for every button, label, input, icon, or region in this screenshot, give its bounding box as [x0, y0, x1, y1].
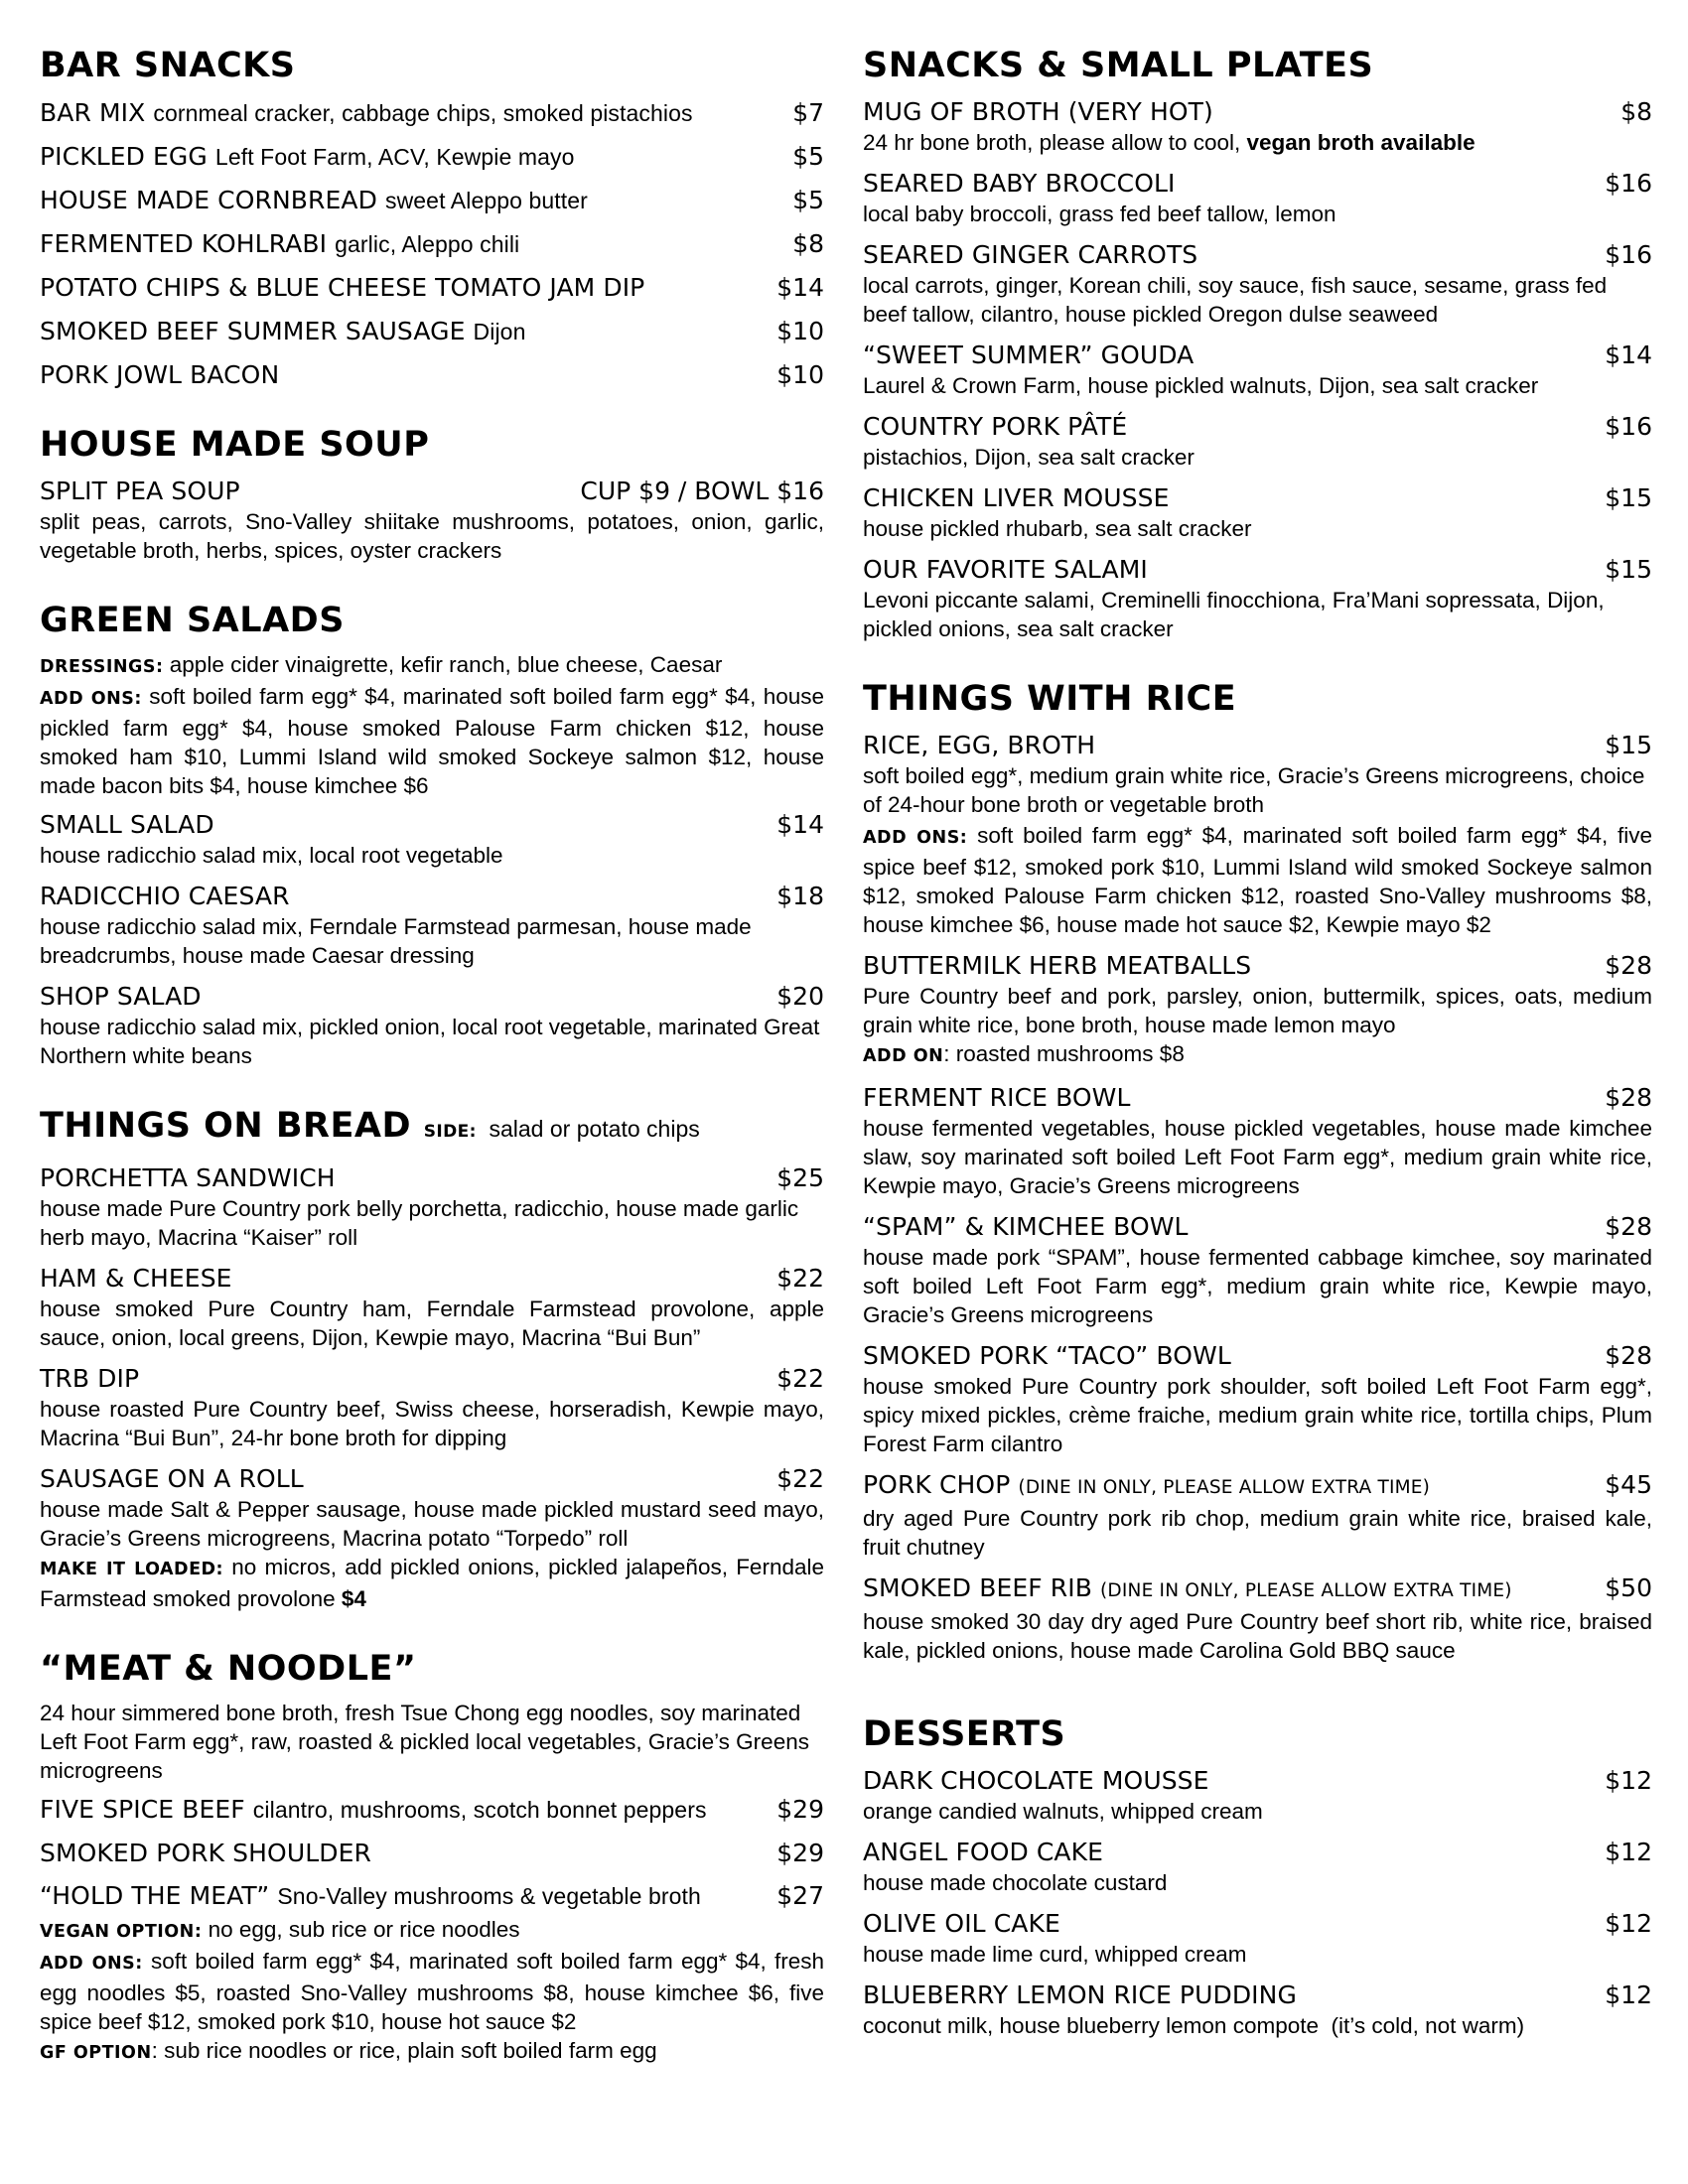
addons-text: soft boiled farm egg* $4, marinated soft boiled farm egg* $4, five spice beef $12, smoked pork $10, Lummi Island wild smoked Sockeye salmon $12, smoked Palouse Farm chicken $12, roasted Sno-Valley mushrooms $8, house kimchee $6, house made hot sauce $2, Kewpie mayo $2	[863, 823, 1652, 937]
item-desc: Laurel & Crown Farm, house pickled walnuts, Dijon, sea salt cracker	[863, 373, 1539, 398]
item-price: $14	[776, 273, 824, 302]
item-desc: pistachios, Dijon, sea salt cracker	[863, 445, 1195, 470]
item-desc: dry aged Pure Country pork rib chop, medium grain white rice, braised kale, fruit chutney	[863, 1506, 1652, 1560]
item-desc: house smoked 30 day dry aged Pure Country beef short rib, white rice, braised kale, pickled onions, house made Carolina Gold BBQ sauce	[863, 1609, 1652, 1663]
menu-item	[863, 1571, 1652, 1665]
menu-item	[40, 1161, 824, 1252]
menu-item	[863, 95, 1652, 157]
item-price: CUP $9 / BOWL $16	[580, 477, 824, 505]
item-price: $5	[792, 142, 824, 171]
right-column	[863, 44, 1652, 2074]
item-name: FERMENT RICE BOWL	[863, 1083, 1131, 1112]
item-name: COUNTRY PORK PÂTÉ	[863, 412, 1128, 441]
item-name: PICKLED EGG	[40, 142, 208, 171]
bar-snacks-section	[40, 44, 824, 393]
item-name: ANGEL FOOD CAKE	[863, 1838, 1104, 1866]
item-name: SHOP SALAD	[40, 982, 202, 1011]
addons-text: soft boiled farm egg* $4, marinated soft boiled farm egg* $4, house pickled farm egg* $4, house smoked Palouse Farm chicken $12, house smoked ham $10, Lummi Island wild smoked Sockeye salmon $12, house made bacon bits $4, house kimchee $6	[40, 684, 824, 798]
item-price: $16	[1605, 240, 1652, 269]
loaded-note	[40, 1553, 824, 1613]
section-title: “MEAT & NOODLE”	[40, 1649, 417, 1689]
item-price: $8	[792, 229, 824, 258]
section-title: SNACKS & SMALL PLATES	[863, 46, 1374, 85]
item-name: SMALL SALAD	[40, 810, 214, 839]
menu-item	[40, 314, 824, 349]
addons-label: ADD ONS:	[863, 828, 968, 848]
menu-item	[863, 1836, 1652, 1897]
addons-label: ADD ONS:	[40, 1954, 143, 1974]
item-name: PORCHETTA SANDWICH	[40, 1163, 336, 1192]
menu-item	[40, 808, 824, 870]
loaded-price: $4	[341, 1586, 366, 1611]
item-price: $29	[776, 1839, 824, 1867]
item-price: $15	[1605, 731, 1652, 759]
item-desc: house smoked Pure Country ham, Ferndale Farmstead provolone, apple sauce, onion, local greens, Dijon, Kewpie mayo, Macrina “Bui Bun”	[40, 1297, 824, 1350]
noodle-intro: 24 hour simmered bone broth, fresh Tsue Chong egg noodles, soy marinated Left Foot Farm egg*, raw, roasted & pickled local vegetables, Gracie’s Greens microgreens	[40, 1701, 809, 1783]
item-name: RICE, EGG, BROTH	[863, 731, 1096, 759]
addon-label: ADD ON	[863, 1046, 944, 1066]
menu-item	[863, 1907, 1652, 1969]
menu-item	[863, 410, 1652, 472]
item-price: $16	[1605, 169, 1652, 198]
menu-item	[40, 1879, 824, 1913]
item-desc: house radicchio salad mix, Ferndale Farmstead parmesan, house made breadcrumbs, house made Caesar dressing	[40, 914, 752, 968]
item-desc: Dijon	[473, 319, 526, 344]
item-name: BUTTERMILK HERB MEATBALLS	[863, 951, 1252, 980]
section-title: GREEN SALADS	[40, 601, 345, 640]
menu-item	[863, 1979, 1652, 2040]
dressings-label: DRESSINGS:	[40, 657, 164, 677]
item-name: PORK JOWL BACON	[40, 360, 280, 389]
item-price: $12	[1605, 1766, 1652, 1795]
item-price: $22	[776, 1264, 824, 1293]
menu-item	[863, 1764, 1652, 1826]
addons-note	[40, 682, 824, 800]
menu-item	[40, 475, 824, 565]
item-price: $5	[792, 186, 824, 214]
item-name: POTATO CHIPS & BLUE CHEESE TOMATO JAM DIP	[40, 273, 645, 302]
addons-text: soft boiled farm egg* $4, marinated soft boiled farm egg* $4, fresh egg noodles $5, roasted Sno-Valley mushrooms $8, house kimchee $6, five spice beef $12, smoked pork $10, house hot sauce $2	[40, 1949, 824, 2034]
item-name: “HOLD THE MEAT”	[40, 1881, 270, 1910]
menu-item	[863, 339, 1652, 400]
item-name: OUR FAVORITE SALAMI	[863, 555, 1148, 584]
item-price: $27	[776, 1881, 824, 1910]
item-name: DARK CHOCOLATE MOUSSE	[863, 1766, 1209, 1795]
left-column	[40, 44, 824, 2102]
item-name: HAM & CHEESE	[40, 1264, 232, 1293]
section-title-text: THINGS ON BREAD	[40, 1106, 412, 1146]
item-price: $12	[1605, 1909, 1652, 1938]
addon-text: : roasted mushrooms $8	[943, 1041, 1185, 1066]
item-desc: house fermented vegetables, house pickled vegetables, house made kimchee slaw, soy marinated soft boiled Left Foot Farm egg*, medium grain white rice, Kewpie mayo, Gracie’s Greens microgreens	[863, 1116, 1652, 1198]
item-price: $25	[776, 1163, 824, 1192]
menu-item	[863, 729, 1652, 819]
menu-item	[40, 226, 824, 262]
item-price: $45	[1605, 1470, 1652, 1499]
item-desc: coconut milk, house blueberry lemon compote (it’s cold, not warm)	[863, 2013, 1525, 2038]
item-price: $28	[1605, 1341, 1652, 1370]
item-name: “SPAM” & KIMCHEE BOWL	[863, 1212, 1189, 1241]
desserts-section	[863, 1699, 1652, 2040]
menu-item	[863, 949, 1652, 1071]
item-desc: Levoni piccante salami, Creminelli finocchiona, Fra’Mani sopressata, Dijon, pickled onions, sea salt cracker	[863, 588, 1605, 641]
item-price: $28	[1605, 951, 1652, 980]
item-price: $15	[1605, 555, 1652, 584]
section-title: DESSERTS	[863, 1714, 1066, 1754]
item-desc: house smoked Pure Country pork shoulder, soft boiled Left Foot Farm egg*, spicy mixed pickles, crème fraiche, medium grain white rice, tortilla chips, Plum Forest Farm cilantro	[863, 1374, 1652, 1456]
vegan-label: VEGAN OPTION:	[40, 1922, 203, 1942]
item-price: $28	[1605, 1212, 1652, 1241]
menu-item	[40, 1362, 824, 1452]
item-desc: orange candied walnuts, whipped cream	[863, 1799, 1263, 1824]
item-name: SAUSAGE ON A ROLL	[40, 1464, 304, 1493]
gf-label: GF OPTION	[40, 2043, 152, 2063]
menu-item	[863, 553, 1652, 643]
menu-item	[40, 1793, 824, 1827]
dressings-text: apple cider vinaigrette, kefir ranch, blue cheese, Caesar	[169, 652, 723, 677]
item-desc: cilantro, mushrooms, scotch bonnet peppers	[252, 1797, 707, 1823]
item-name: FIVE SPICE BEEF	[40, 1795, 245, 1824]
item-desc-bold: vegan broth available	[1246, 130, 1476, 155]
menu-item	[863, 1339, 1652, 1458]
noodle-section	[40, 1647, 824, 2068]
item-desc: soft boiled egg*, medium grain white rice, Gracie’s Greens microgreens, choice of 24-hour bone broth or vegetable broth	[863, 763, 1645, 817]
section-title: THINGS WITH RICE	[863, 679, 1237, 719]
item-price: $12	[1605, 1980, 1652, 2009]
item-price: $8	[1620, 97, 1652, 126]
menu-item	[863, 238, 1652, 329]
item-desc: local carrots, ginger, Korean chili, soy sauce, fish sauce, sesame, grass fed beef tallow, cilantro, house pickled Oregon dulse seaweed	[863, 273, 1608, 327]
menu-item	[40, 880, 824, 970]
item-name: SEARED GINGER CARROTS	[863, 240, 1198, 269]
item-price: $16	[1605, 412, 1652, 441]
addons-label: ADD ONS:	[40, 689, 142, 709]
menu-item	[40, 980, 824, 1070]
item-name: MUG OF BROTH (VERY HOT)	[863, 97, 1213, 126]
item-desc: house made lime curd, whipped cream	[863, 1942, 1247, 1967]
item-desc: local baby broccoli, grass fed beef tallow, lemon	[863, 202, 1336, 226]
item-price: $18	[776, 882, 824, 910]
item-price: $20	[776, 982, 824, 1011]
soup-section	[40, 423, 824, 565]
item-price: $15	[1605, 483, 1652, 512]
item-name: TRB DIP	[40, 1364, 140, 1393]
item-desc	[863, 128, 1652, 157]
gf-text: : sub rice noodles or rice, plain soft boiled farm egg	[151, 2038, 657, 2063]
dressings-note	[40, 650, 824, 682]
item-price: $28	[1605, 1083, 1652, 1112]
menu-item	[863, 167, 1652, 228]
item-desc: cornmeal cracker, cabbage chips, smoked pistachios	[153, 100, 693, 126]
item-desc: house made Pure Country pork belly porchetta, radicchio, house made garlic herb mayo, Macrina “Kaiser” roll	[40, 1196, 799, 1250]
item-desc: house made Salt & Pepper sausage, house made pickled mustard seed mayo, Gracie’s Greens microgreens, Macrina potato “Torpedo” roll	[40, 1497, 824, 1551]
vegan-text: no egg, sub rice or rice noodles	[208, 1917, 520, 1942]
menu-item	[40, 95, 824, 131]
item-name: “SWEET SUMMER” GOUDA	[863, 341, 1195, 369]
gf-note	[40, 2036, 824, 2068]
item-desc: Pure Country beef and pork, parsley, onion, buttermilk, spices, oats, medium grain white rice, bone broth, house made lemon mayo	[863, 984, 1652, 1037]
item-desc: garlic, Aleppo chili	[335, 231, 520, 257]
bread-section	[40, 1104, 824, 1613]
salads-section	[40, 599, 824, 1070]
item-price: $10	[776, 317, 824, 345]
item-desc: Sno-Valley mushrooms & vegetable broth	[277, 1883, 701, 1909]
item-price: $12	[1605, 1838, 1652, 1866]
menu-item	[40, 1837, 824, 1869]
loaded-text: no micros, add pickled onions, pickled jalapeños, Ferndale Farmstead smoked provolone	[40, 1555, 824, 1611]
vegan-note	[40, 1915, 824, 1947]
item-name: PORK CHOP	[863, 1470, 1011, 1499]
item-desc: house roasted Pure Country beef, Swiss cheese, horseradish, Kewpie mayo, Macrina “Bui Bun”, 24-hr bone broth for dipping	[40, 1397, 824, 1450]
item-desc: house radicchio salad mix, local root vegetable	[40, 843, 503, 868]
item-price: $14	[1605, 341, 1652, 369]
item-price: $50	[1605, 1573, 1652, 1602]
item-price: $7	[792, 98, 824, 127]
item-desc: house radicchio salad mix, pickled onion, local root vegetable, marinated Great Northern white beans	[40, 1015, 820, 1068]
item-price: $14	[776, 810, 824, 839]
menu-item	[863, 481, 1652, 543]
menu-item	[863, 1468, 1652, 1562]
item-name: SMOKED PORK “TACO” BOWL	[863, 1341, 1231, 1370]
item-desc: house made pork “SPAM”, house fermented cabbage kimchee, soy marinated soft boiled Left Foot Farm egg*, medium grain white rice, Kewpie mayo, Gracie’s Greens microgreens	[863, 1245, 1652, 1327]
item-addon	[863, 1039, 1652, 1071]
addons-note	[40, 1947, 824, 2036]
item-name: SPLIT PEA SOUP	[40, 477, 240, 505]
menu-item	[40, 139, 824, 175]
item-name: BAR MIX	[40, 98, 146, 127]
item-name: HOUSE MADE CORNBREAD	[40, 186, 377, 214]
item-name: RADICCHIO CAESAR	[40, 882, 290, 910]
item-price: $29	[776, 1795, 824, 1824]
item-price: $22	[776, 1464, 824, 1493]
rice-section	[863, 677, 1652, 1665]
side-text: salad or potato chips	[489, 1116, 700, 1142]
item-name: SMOKED BEEF SUMMER SAUSAGE	[40, 317, 466, 345]
item-note: (DINE IN ONLY, PLEASE ALLOW EXTRA TIME)	[1100, 1580, 1512, 1601]
item-name: FERMENTED KOHLRABI	[40, 229, 328, 258]
item-desc: Left Foot Farm, ACV, Kewpie mayo	[214, 144, 575, 170]
item-name: BLUEBERRY LEMON RICE PUDDING	[863, 1980, 1297, 2009]
addons-note	[863, 821, 1652, 939]
menu-item	[40, 357, 824, 393]
item-name: SEARED BABY BROCCOLI	[863, 169, 1176, 198]
item-desc: split peas, carrots, Sno-Valley shiitake mushrooms, potatoes, onion, garlic, vegetable broth, herbs, spices, oyster crackers	[40, 509, 824, 563]
menu-item	[40, 1462, 824, 1553]
item-desc: sweet Aleppo butter	[384, 188, 588, 213]
menu-item	[863, 1210, 1652, 1329]
section-title: HOUSE MADE SOUP	[40, 425, 430, 465]
item-price: $10	[776, 360, 824, 389]
item-desc: house made chocolate custard	[863, 1870, 1168, 1895]
item-price: $22	[776, 1364, 824, 1393]
item-name: OLIVE OIL CAKE	[863, 1909, 1060, 1938]
side-label: SIDE:	[423, 1122, 477, 1142]
section-title	[40, 1104, 824, 1154]
item-name: CHICKEN LIVER MOUSSE	[863, 483, 1170, 512]
item-name: SMOKED PORK SHOULDER	[40, 1839, 371, 1867]
menu-item	[40, 183, 824, 218]
menu-item	[863, 1081, 1652, 1200]
menu-item	[40, 1262, 824, 1352]
item-desc-text: 24 hr bone broth, please allow to cool,	[863, 130, 1241, 155]
menu-item	[40, 270, 824, 306]
item-name: SMOKED BEEF RIB	[863, 1573, 1092, 1602]
item-desc: house pickled rhubarb, sea salt cracker	[863, 516, 1252, 541]
loaded-label: MAKE IT LOADED:	[40, 1560, 224, 1579]
section-title: BAR SNACKS	[40, 46, 296, 85]
snacks-section	[863, 44, 1652, 643]
item-note: (DINE IN ONLY, PLEASE ALLOW EXTRA TIME)	[1018, 1477, 1431, 1498]
